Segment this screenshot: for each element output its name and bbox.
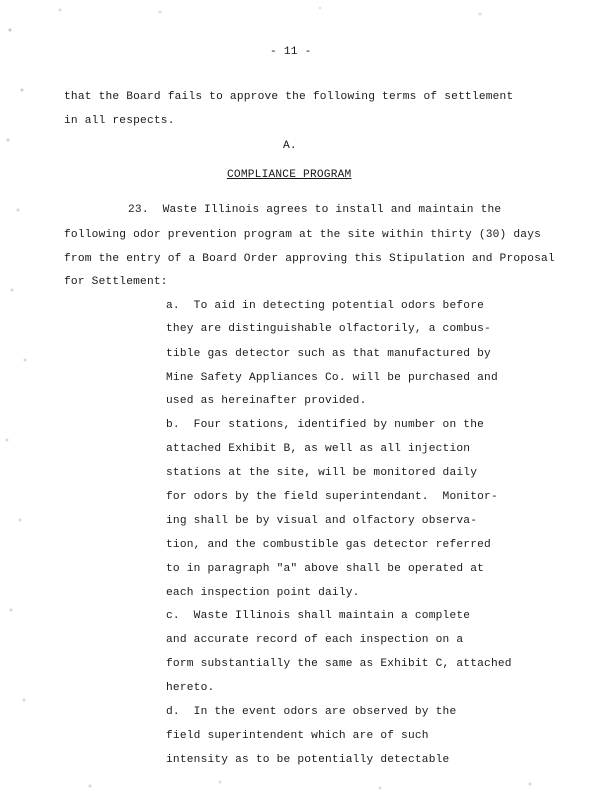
list-item-line: Mine Safety Appliances Co. will be purchased and: [166, 372, 498, 384]
list-item-line: to in paragraph "a" above shall be operated at: [166, 563, 485, 575]
scan-speckle-bottom: [0, 772, 599, 800]
list-item-line: ing shall be by visual and olfactory observa-: [166, 515, 478, 527]
paragraph-line: from the entry of a Board Order approving this Stipulation and Proposal: [64, 253, 555, 265]
paragraph-line: 23. Waste Illinois agrees to install and maintain the: [128, 204, 502, 216]
list-item-line: stations at the site, will be monitored daily: [166, 467, 478, 479]
list-item-line: c. Waste Illinois shall maintain a complete: [166, 610, 471, 622]
section-letter: A.: [283, 140, 297, 152]
list-item-line: d. In the event odors are observed by the: [166, 706, 457, 718]
list-item-line: field superintendent which are of such: [166, 730, 429, 742]
scan-speckle-left: [0, 0, 40, 800]
body-line: that the Board fails to approve the following terms of settlement: [64, 91, 514, 103]
list-item-line: attached Exhibit B, as well as all injection: [166, 443, 471, 455]
list-item-line: hereto.: [166, 682, 215, 694]
list-item-line: for odors by the field superintendant. Monitor-: [166, 491, 498, 503]
list-item-line: and accurate record of each inspection on a: [166, 634, 464, 646]
list-item-line: intensity as to be potentially detectable: [166, 754, 450, 766]
list-item-line: a. To aid in detecting potential odors before: [166, 300, 485, 312]
list-item-line: b. Four stations, identified by number on the: [166, 419, 485, 431]
list-item-line: form substantially the same as Exhibit C, attached: [166, 658, 512, 670]
list-item-line: tion, and the combustible gas detector referred: [166, 539, 491, 551]
list-item-line: used as hereinafter provided.: [166, 395, 367, 407]
list-item-line: they are distinguishable olfactorily, a combus-: [166, 323, 491, 335]
section-heading: COMPLIANCE PROGRAM: [227, 169, 352, 181]
scan-speckle-top: [0, 0, 599, 30]
paragraph-line: for Settlement:: [64, 276, 168, 288]
paragraph-line: following odor prevention program at the site within thirty (30) days: [64, 229, 542, 241]
body-line: in all respects.: [64, 115, 175, 127]
list-item-line: each inspection point daily.: [166, 587, 360, 599]
page-number: - 11 -: [270, 46, 312, 58]
list-item-line: tible gas detector such as that manufactured by: [166, 348, 491, 360]
